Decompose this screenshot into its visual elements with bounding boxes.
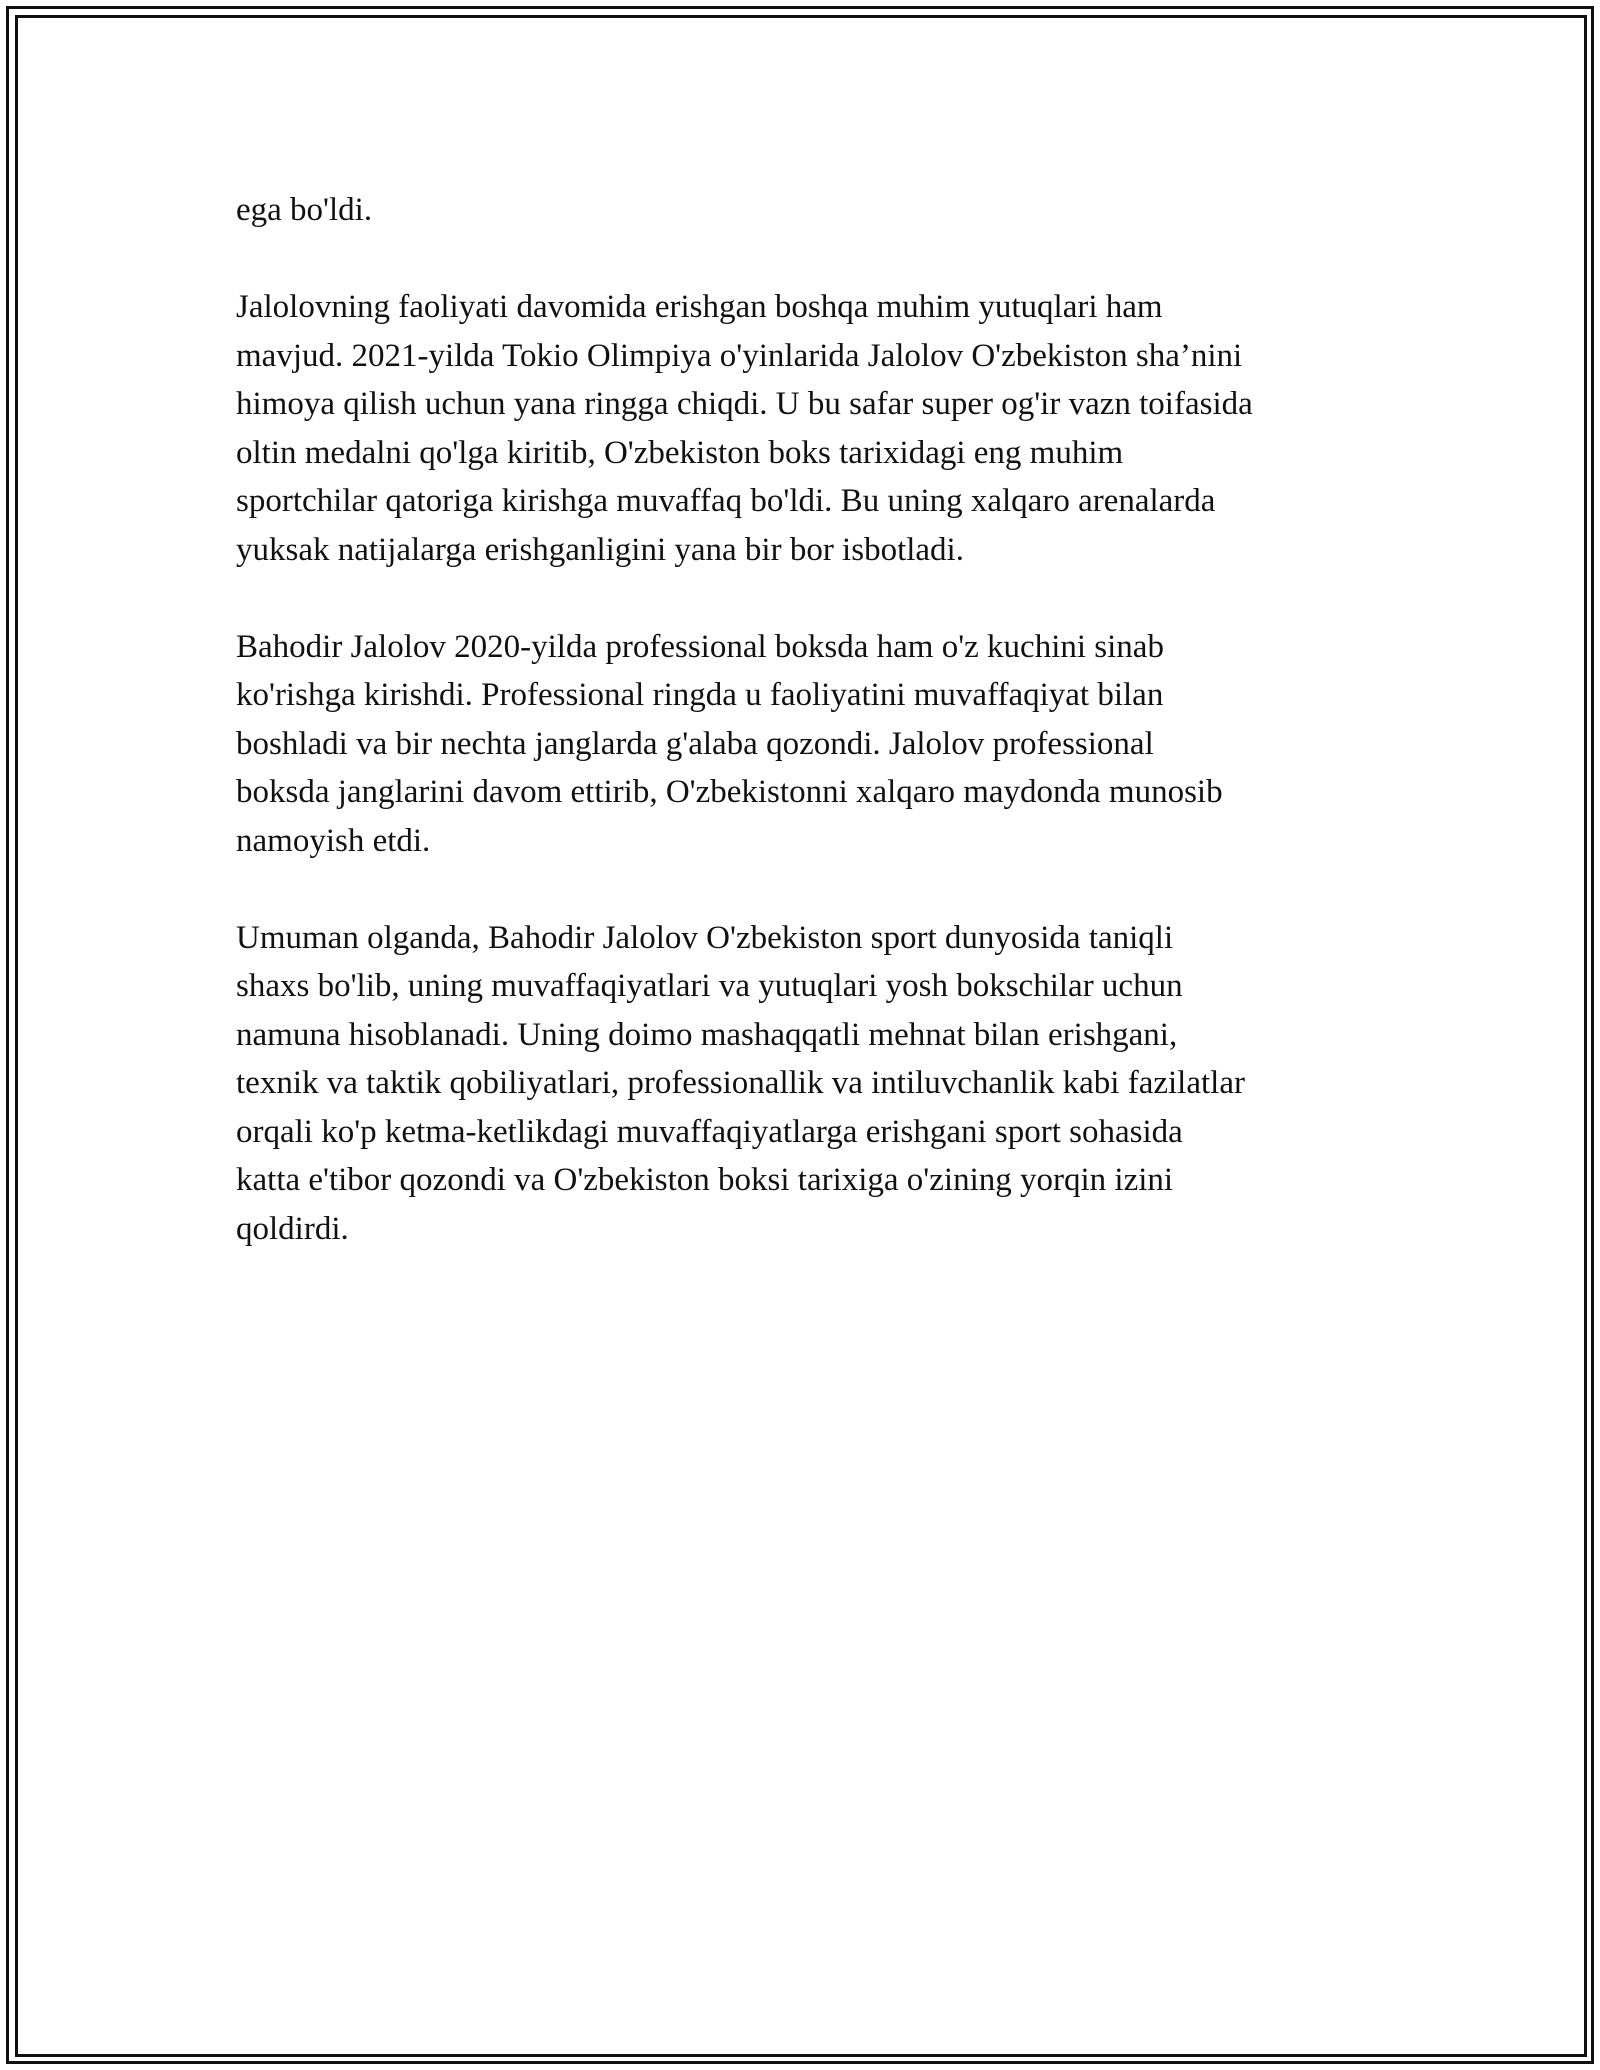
text-line: qoldirdi. (236, 1210, 349, 1247)
paragraph (236, 623, 1376, 866)
text-line: namoyish etdi. (236, 822, 431, 859)
text-line: namuna hisoblanadi. Uning doimo mashaqqatli mehnat bilan erishgani, (236, 1016, 1178, 1053)
text-line: mavjud. 2021-yilda Tokio Olimpiya o'yinlarida Jalolov O'zbekiston sha’nini (236, 337, 1243, 374)
text-line: Jalolovning faoliyati davomida erishgan boshqa muhim yutuqlari ham (236, 289, 1163, 325)
document-body (236, 186, 1376, 1302)
paragraph (236, 283, 1376, 574)
text-line: sportchilar qatoriga kirishga muvaffaq bo'ldi. Bu uning xalqaro arenalarda (236, 483, 1216, 519)
text-line: orqali ko'p ketma-ketlikdagi muvaffaqiyatlarga erishgani sport sohasida (236, 1113, 1183, 1150)
text-line: boksda janglarini davom ettirib, O'zbekistonni xalqaro maydonda munosib (236, 774, 1223, 810)
text-line: katta e'tibor qozondi va O'zbekiston boksi tarixiga o'zining yorqin izini (236, 1162, 1174, 1198)
text-line: Umuman olganda, Bahodir Jalolov O'zbekiston sport dunyosida taniqli (236, 919, 1174, 956)
text-line: shaxs bo'lib, uning muvaffaqiyatlari va yutuqlari yosh bokschilar uchun (236, 968, 1183, 1004)
paragraph (236, 186, 1376, 235)
text-line: himoya qilish uchun yana ringga chiqdi. U bu safar super og'ir vazn toifasida (236, 386, 1253, 422)
paragraph (236, 914, 1376, 1254)
text-line: Bahodir Jalolov 2020-yilda professional boksda ham o'z kuchini sinab (236, 628, 1164, 665)
text-line: ko'rishga kirishdi. Professional ringda u faoliyatini muvaffaqiyat bilan (236, 677, 1164, 713)
text-line: texnik va taktik qobiliyatlari, professionallik va intiluvchanlik kabi fazilatlar (236, 1065, 1245, 1101)
text-line: boshladi va bir nechta janglarda g'alaba qozondi. Jalolov professional (236, 725, 1154, 762)
text-line: ega bo'ldi. (236, 192, 373, 228)
text-line: yuksak natijalarga erishganligini yana bir bor isbotladi. (236, 531, 964, 568)
text-line: oltin medalni qo'lga kiritib, O'zbekiston boks tarixidagi eng muhim (236, 434, 1124, 471)
